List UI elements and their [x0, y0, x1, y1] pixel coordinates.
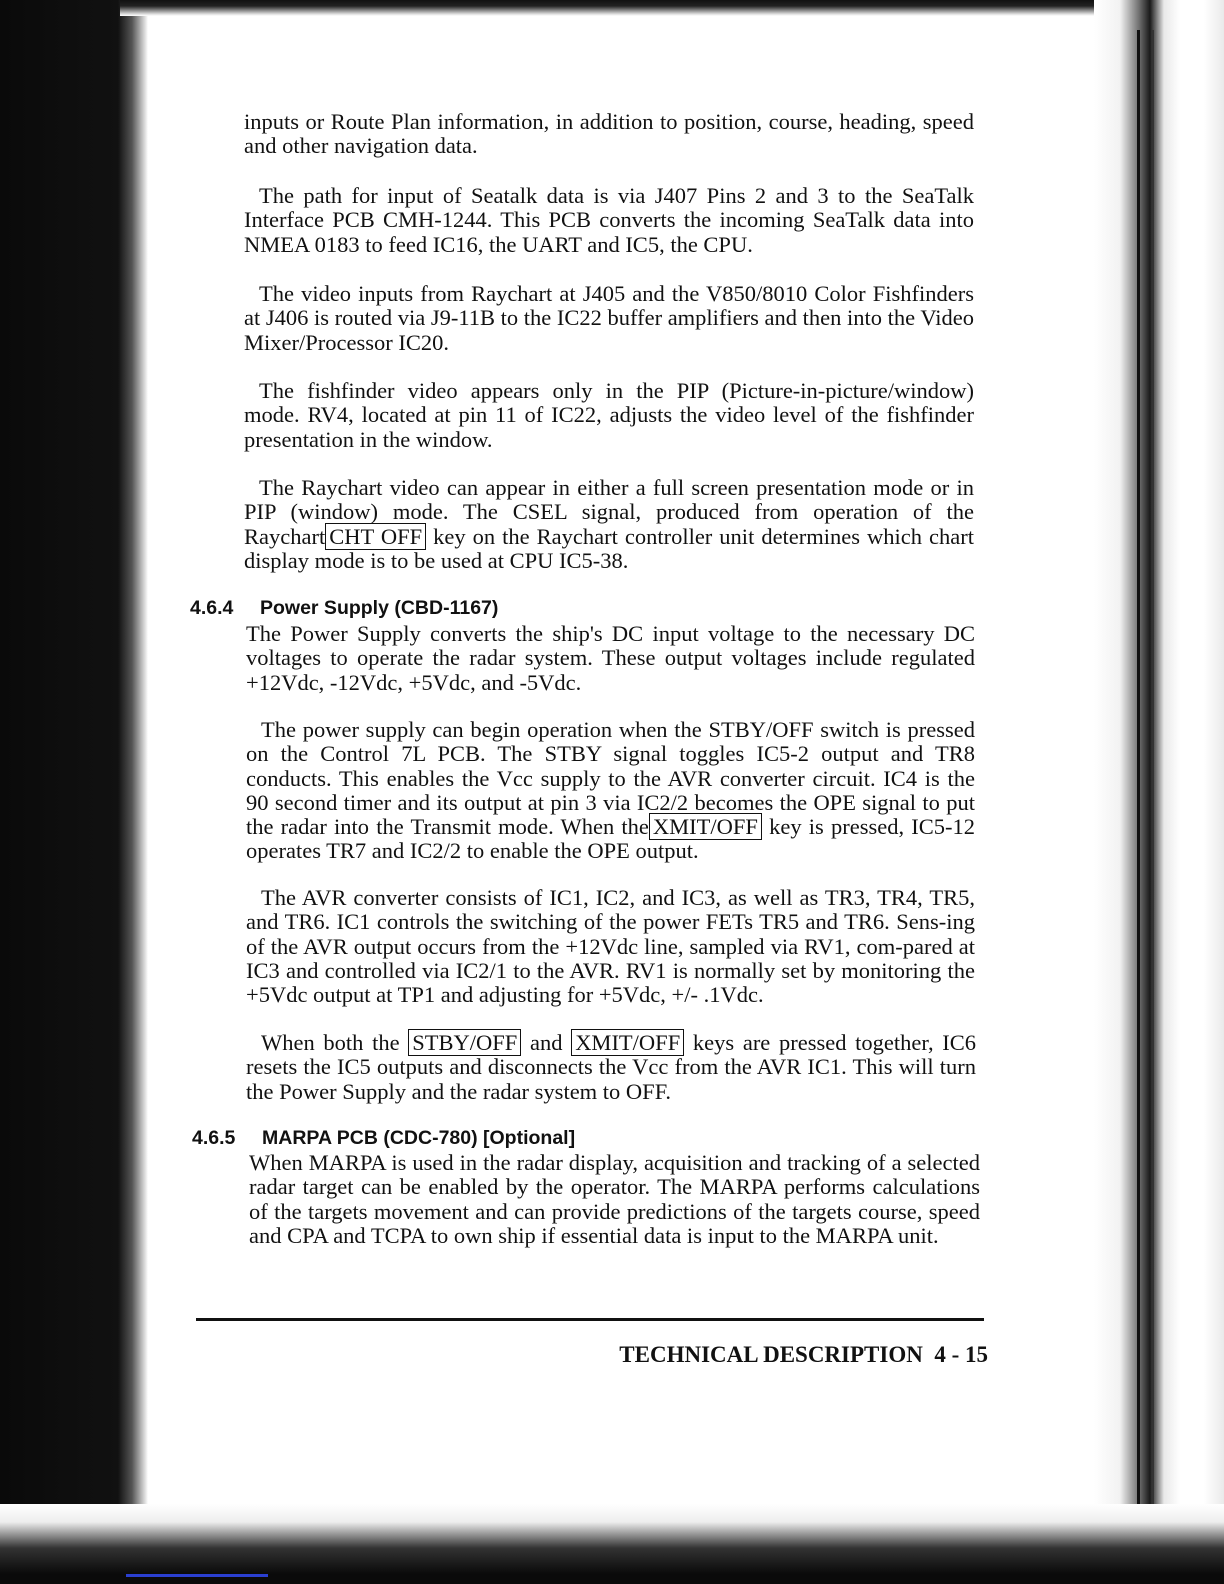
paragraph-video-inputs	[244, 282, 974, 355]
section-number: 4.6.5	[192, 1127, 236, 1149]
xmit-off-key-label: XMIT/OFF	[649, 813, 762, 840]
paragraph-fishfinder-text: The fishfinder video appears only in the PIP (Picture-in-picture/window) mode. RV4, located at pin 11 of IC22, adjusts the video level of the fishfinder presentation in the window.	[244, 378, 974, 452]
paragraph-raychart-text-b: key on the Raychart controller unit determines which chart display mode is to be used at CPU IC5-38.	[244, 523, 975, 573]
section-number: 4.6.4	[190, 597, 234, 619]
paragraph-avr	[246, 886, 975, 1007]
section-title: MARPA PCB (CDC-780) [Optional]	[262, 1127, 576, 1149]
paragraph-seatalk	[244, 184, 974, 257]
paragraph-stby-text-a: The power supply can begin operation when the STBY/OFF switch is pressed on the Control 7L PCB. The STBY signal toggles IC5-2 output and TR8 conducts. This enables the Vcc supply to the AVR converter circuit. IC4 is the 90 second timer and its output at pin 3 via IC2/2 becomes the OPE signal to put the radar into the Transmit mode. When the	[246, 717, 975, 840]
paragraph-stby	[246, 718, 975, 864]
paragraph-fishfinder	[244, 379, 974, 452]
paragraph-continued: inputs or Route Plan information, in addition to position, course, heading, speed and other navigation data.	[244, 109, 974, 159]
paragraph-stby-text-b: key is pressed, IC5-12 operates TR7 and IC2/2 to enable the OPE output.	[246, 814, 976, 864]
cht-off-key-label: CHT OFF	[325, 523, 426, 550]
paragraph-video-inputs-text: The video inputs from Raychart at J405 and the V850/8010 Color Fishfinders at J406 is routed via J9-11B to the IC22 buffer amplifiers and then into the Video Mixer/Processor IC20.	[244, 281, 974, 355]
page-footer: TECHNICAL DESCRIPTION 4 - 15	[619, 1342, 988, 1367]
paragraph-both-keys-text-b: keys are pressed together, IC6 resets the IC5 outputs and disconnects the Vcc from the AVR IC1. This will turn the Power Supply and the radar system to OFF.	[246, 1030, 977, 1104]
stby-off-key-label: STBY/OFF	[408, 1029, 521, 1056]
paragraph-raychart	[244, 476, 974, 573]
paragraph-raychart-text-a: The Raychart video can appear in either a full screen presentation mode or in PIP (window) mode. The CSEL signal, produced from operation of the Raychart	[244, 475, 974, 549]
section-title: Power Supply (CBD-1167)	[260, 597, 499, 619]
section-heading-marpa	[192, 1127, 575, 1149]
footer-rule	[196, 1318, 984, 1321]
section-heading-power-supply	[190, 597, 498, 619]
paragraph-marpa: When MARPA is used in the radar display, acquisition and tracking of a selected radar target can be enabled by the operator. The MARPA performs calculations of the targets movement and can provide predictions of the targets course, speed and CPA and TCPA to own ship if essential data is input to the MARPA unit.	[249, 1150, 980, 1248]
xmit-off-key-label-2: XMIT/OFF	[571, 1029, 684, 1056]
paragraph-power-supply: The Power Supply converts the ship's DC input voltage to the necessary DC voltages to operate the radar system. These output voltages include regulated +12Vdc, -12Vdc, +5Vdc, and -5Vdc.	[246, 621, 975, 695]
paragraph-avr-text: The AVR converter consists of IC1, IC2, and IC3, as well as TR3, TR4, TR5, and TR6. IC1 controls the switching of the power FETs TR5 and TR6. Sens-ing of the AVR output occurs from the +12Vdc line, sampled via RV1, com-pared at IC3 and controlled via IC2/1 to the AVR. RV1 is normally set by monitoring the +5Vdc output at TP1 and adjusting for +5Vdc, +/- .1Vdc.	[246, 885, 975, 1008]
paragraph-both-keys	[246, 1031, 976, 1104]
paragraph-both-keys-and: and	[530, 1030, 563, 1055]
paragraph-both-keys-text-a: When both the	[261, 1030, 400, 1055]
paragraph-seatalk-text: The path for input of Seatalk data is via J407 Pins 2 and 3 to the SeaTalk Interface PCB CMH-1244. This PCB converts the incoming SeaTalk data into NMEA 0183 to feed IC16, the UART and IC5, the CPU.	[244, 183, 974, 257]
